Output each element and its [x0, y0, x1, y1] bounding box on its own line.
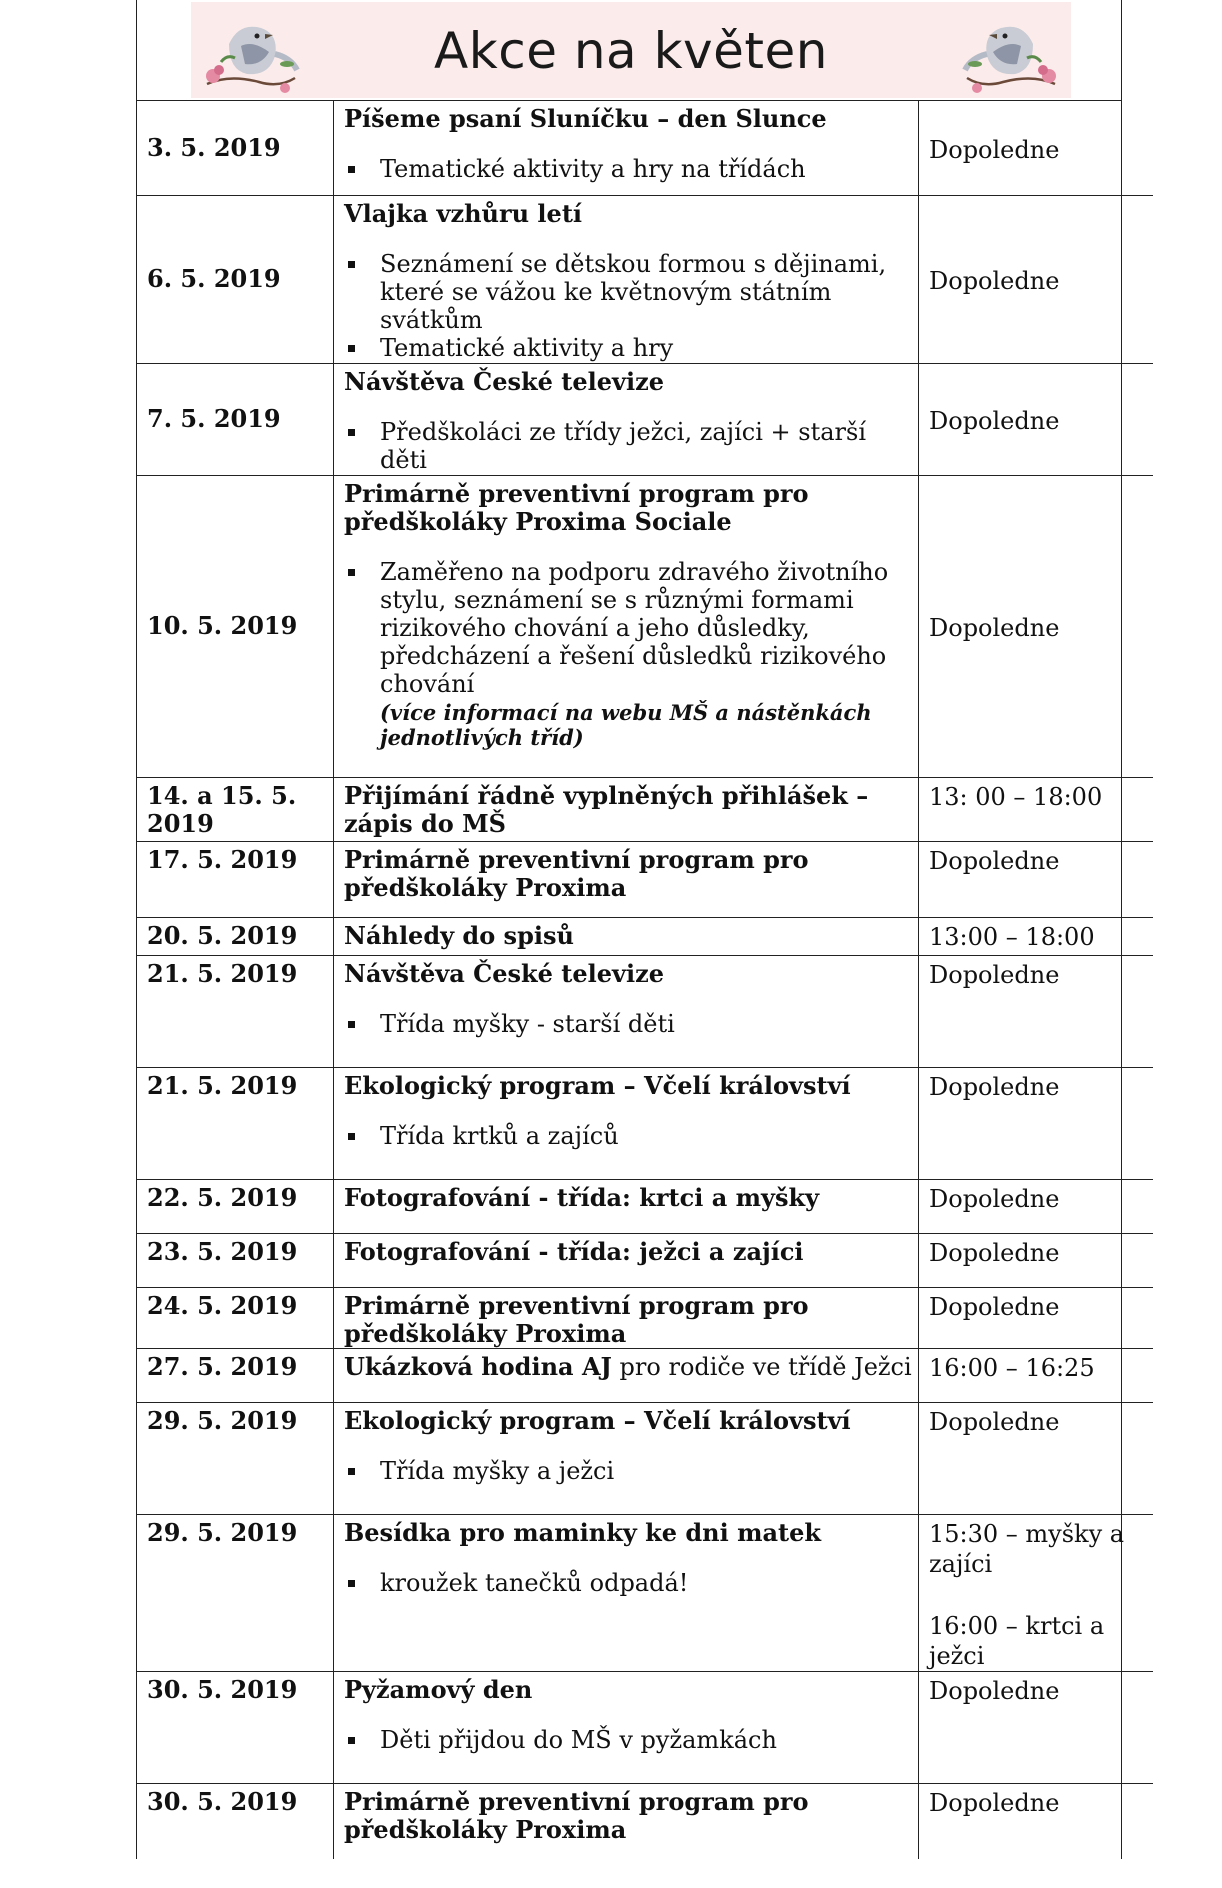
event-time [919, 777, 1154, 841]
event-time [919, 363, 1154, 475]
event-title: Pyžamový den [344, 1674, 533, 1704]
event-row [137, 195, 1153, 363]
event-row [137, 777, 1153, 841]
event-row [137, 841, 1153, 917]
event-bullet-list [344, 1457, 918, 1485]
event-time [919, 1514, 1154, 1671]
event-date: 30. 5. 2019 [137, 1671, 334, 1783]
event-time [919, 195, 1154, 363]
event-description [334, 917, 919, 955]
event-bullet-list [344, 1010, 918, 1038]
event-title: Primárně preventivní program pro předškoláky Proxima [344, 844, 809, 902]
event-time-text: 13:00 – 18:00 [929, 922, 1095, 951]
event-bullet: Zaměřeno na podporu zdravého životního stylu, seznámení se s různými formami rizikového chování a jeho důsledky, předcházení a řešení důsledků rizikového chování [344, 558, 918, 698]
event-time-text: 15:30 – myšky a zajíci [929, 1519, 1125, 1578]
event-date: 29. 5. 2019 [137, 1402, 334, 1514]
event-description [334, 1233, 919, 1287]
event-row [137, 1179, 1153, 1233]
event-time-text: Dopoledne [929, 960, 1060, 989]
event-time-text: 13: 00 – 18:00 [929, 782, 1103, 811]
event-date: 20. 5. 2019 [137, 917, 334, 955]
header [137, 0, 1121, 101]
event-description [334, 1348, 919, 1402]
event-row [137, 955, 1153, 1067]
event-time-text: Dopoledne [929, 1407, 1060, 1436]
event-date: 24. 5. 2019 [137, 1287, 334, 1348]
event-row [137, 475, 1153, 777]
event-time-text: Dopoledne [929, 1676, 1060, 1705]
event-time-text: 16:00 – krtci a ježci [929, 1611, 1105, 1670]
event-time-text: Dopoledne [929, 267, 1060, 295]
event-date: 30. 5. 2019 [137, 1783, 334, 1859]
event-description [334, 1287, 919, 1348]
event-title [344, 1349, 918, 1381]
event-title: Přijímání řádně vyplněných přihlášek – zápis do MŠ [344, 780, 869, 838]
event-row [137, 363, 1153, 475]
event-date: 14. a 15. 5. 2019 [137, 777, 334, 841]
event-description [334, 1067, 919, 1179]
event-time [919, 1233, 1154, 1287]
event-bullet: Třída krtků a zajíců [344, 1122, 918, 1150]
event-time [919, 841, 1154, 917]
event-bullet-list [344, 558, 918, 698]
event-row [137, 1783, 1153, 1859]
event-bullet: Tematické aktivity a hry [344, 334, 918, 362]
event-time-text: 16:00 – 16:25 [929, 1353, 1095, 1382]
event-time [919, 1067, 1154, 1179]
event-date: 27. 5. 2019 [137, 1348, 334, 1402]
event-description [334, 841, 919, 917]
event-time [919, 1287, 1154, 1348]
event-date: 23. 5. 2019 [137, 1233, 334, 1287]
event-description [334, 1402, 919, 1514]
event-bullet: Děti přijdou do MŠ v pyžamkách [344, 1726, 918, 1754]
event-date: 7. 5. 2019 [137, 363, 334, 475]
events-table [137, 101, 1153, 1859]
header-banner [191, 2, 1071, 98]
event-title: Píšeme psaní Sluníčku – den Slunce [344, 104, 827, 133]
event-time [919, 475, 1154, 777]
event-description [334, 363, 919, 475]
event-bullet: kroužek tanečků odpadá! [344, 1569, 918, 1597]
event-time-text: Dopoledne [929, 135, 1060, 164]
event-date: 29. 5. 2019 [137, 1514, 334, 1671]
event-title: Primárně preventivní program pro předškoláky Proxima [344, 1786, 809, 1844]
event-bullet-list [344, 250, 918, 362]
event-date: 6. 5. 2019 [137, 195, 334, 363]
event-title: Fotografování - třída: krtci a myšky [344, 1182, 820, 1212]
event-bullet-list [344, 418, 918, 474]
event-bullet: Předškoláci ze třídy ježci, zajíci + starší děti [344, 418, 918, 474]
event-description [334, 1514, 919, 1671]
event-row [137, 101, 1153, 195]
bird-illustration-icon [959, 4, 1063, 98]
event-time [919, 1402, 1154, 1514]
event-time [919, 917, 1154, 955]
event-time-text: Dopoledne [929, 1238, 1060, 1267]
event-time-text: Dopoledne [929, 407, 1060, 435]
event-time [919, 1348, 1154, 1402]
event-title: Ekologický program – Včelí království [344, 1070, 851, 1100]
event-time-text: Dopoledne [929, 1292, 1060, 1321]
event-time [919, 1179, 1154, 1233]
event-time-text: Dopoledne [929, 1184, 1060, 1213]
event-time-text: Dopoledne [929, 1788, 1060, 1817]
event-title: Návštěva České televize [344, 958, 664, 988]
event-title-rest: pro rodiče ve třídě Ježci [611, 1352, 912, 1381]
event-row [137, 1067, 1153, 1179]
event-row [137, 1287, 1153, 1348]
event-bullet-list [344, 1726, 918, 1754]
event-row [137, 1671, 1153, 1783]
event-date: 21. 5. 2019 [137, 1067, 334, 1179]
event-title: Náhledy do spisů [344, 920, 574, 950]
event-title-bold: Ukázková hodina AJ [344, 1351, 612, 1381]
event-date: 22. 5. 2019 [137, 1179, 334, 1233]
event-description [334, 777, 919, 841]
event-row [137, 1402, 1153, 1514]
event-time [919, 101, 1154, 195]
event-date: 21. 5. 2019 [137, 955, 334, 1067]
event-time [919, 955, 1154, 1067]
event-bullet: Tematické aktivity a hry na třídách [344, 155, 918, 183]
event-title: Primárně preventivní program pro předškoláky Proxima [344, 1290, 809, 1348]
event-date: 3. 5. 2019 [147, 132, 281, 162]
event-description [334, 1179, 919, 1233]
event-time [919, 1783, 1154, 1859]
event-row [137, 1348, 1153, 1402]
event-row [137, 1514, 1153, 1671]
event-row [137, 917, 1153, 955]
event-bullet: Třída myšky - starší děti [344, 1010, 918, 1038]
event-description [334, 955, 919, 1067]
event-date: 10. 5. 2019 [137, 475, 334, 777]
event-time-text: Dopoledne [929, 1072, 1060, 1101]
event-description [334, 1783, 919, 1859]
event-description [334, 1671, 919, 1783]
event-time-text: Dopoledne [929, 614, 1060, 642]
event-description [334, 101, 919, 195]
event-title: Návštěva České televize [344, 366, 664, 396]
event-row [137, 1233, 1153, 1287]
event-title: Besídka pro maminky ke dni matek [344, 1517, 822, 1547]
event-bullet: Třída myšky a ježci [344, 1457, 918, 1485]
event-schedule-page [136, 0, 1125, 1859]
event-description [334, 195, 919, 363]
event-time-text: Dopoledne [929, 846, 1060, 875]
event-description [334, 475, 919, 777]
event-bullet: Seznámení se dětskou formou s dějinami, které se vážou ke květnovým státním svátkům [344, 250, 918, 334]
event-title: Ekologický program – Včelí království [344, 1405, 851, 1435]
page-title: Akce na květen [434, 22, 828, 80]
event-bullet-list [344, 155, 918, 183]
event-bullet-list [344, 1569, 918, 1597]
event-date: 17. 5. 2019 [137, 841, 334, 917]
event-title: Primárně preventivní program pro předškoláky Proxima Sociale [344, 478, 809, 536]
event-time [919, 1671, 1154, 1783]
event-bullet-list [344, 1122, 918, 1150]
event-title: Fotografování - třída: ježci a zajíci [344, 1236, 804, 1266]
event-note: (více informací na webu MŠ a nástěnkách jednotlivých tříd) [380, 699, 872, 750]
event-title: Vlajka vzhůru letí [344, 198, 583, 228]
